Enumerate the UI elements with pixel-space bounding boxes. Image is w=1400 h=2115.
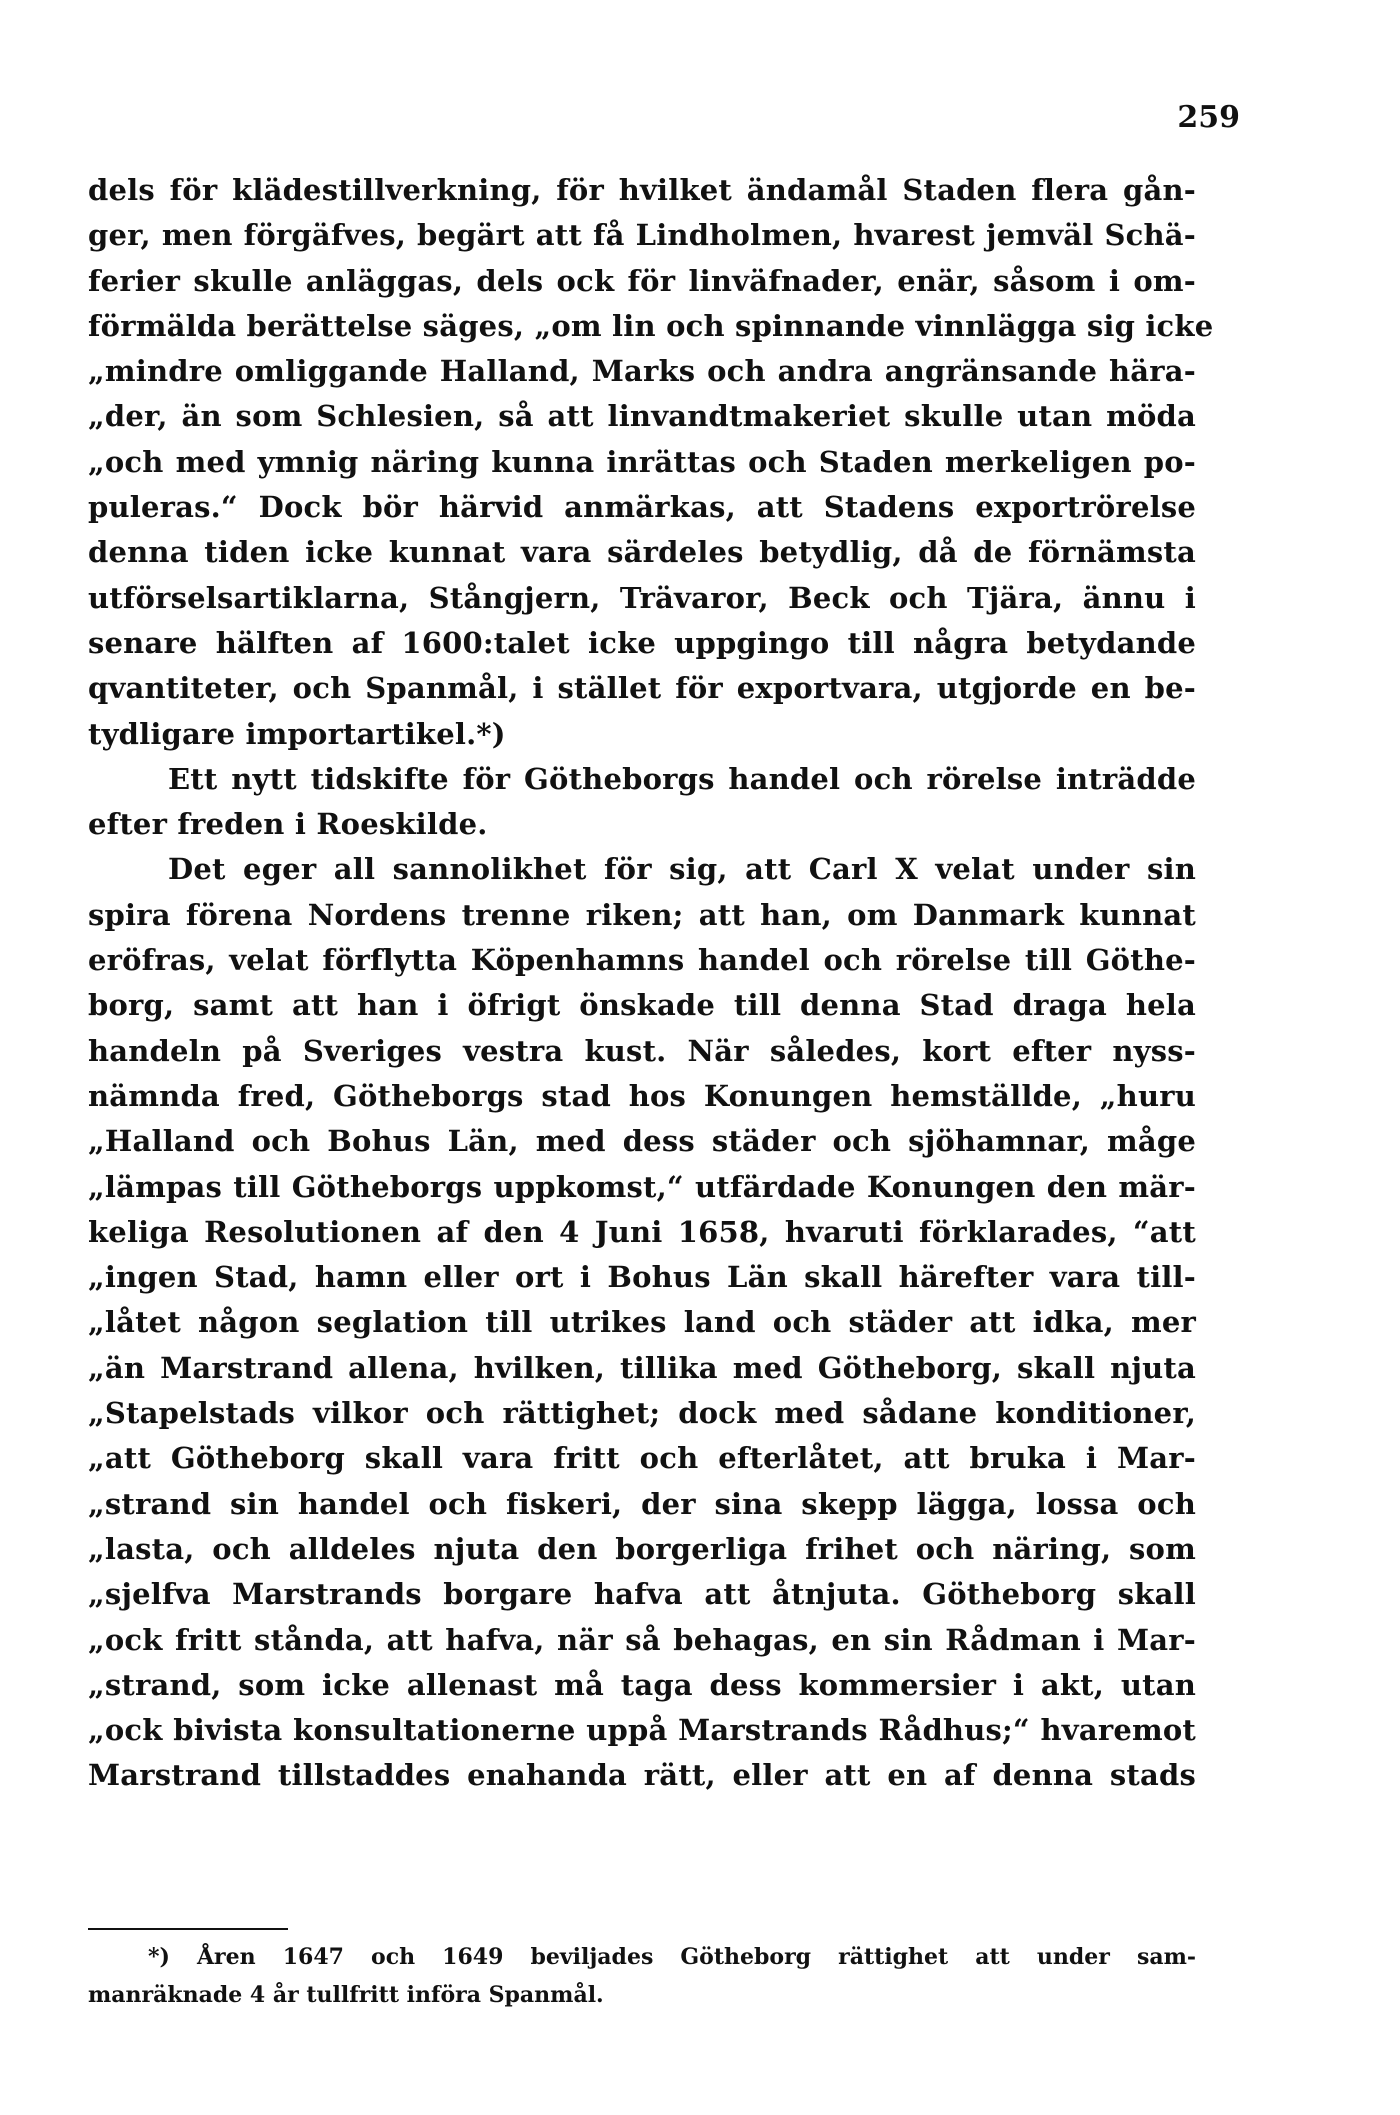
- text-line: „Halland och Bohus Län, med dess städer och sjöhamnar, måge: [88, 1124, 1196, 1159]
- footnote-line: *) Åren 1647 och 1649 beviljades Götheborg rättighet att under sam-: [148, 1944, 1196, 1970]
- text-line: qvantiteter, och Spanmål, i stället för exportvara, utgjorde en be-: [88, 671, 1196, 706]
- text-line: puleras.“ Dock bör härvid anmärkas, att Stadens exportrörelse: [88, 490, 1196, 525]
- text-line: ger, men förgäfves, begärt att få Lindholmen, hvarest jemväl Schä-: [88, 218, 1196, 253]
- text-line: „lasta, och alldeles njuta den borgerliga frihet och näring, som: [88, 1531, 1196, 1566]
- text-line: „Stapelstads vilkor och rättighet; dock med sådane konditioner,: [88, 1396, 1196, 1431]
- text-line: nämnda fred, Götheborgs stad hos Konungen hemställde, „huru: [88, 1078, 1196, 1113]
- text-line: „der, än som Schlesien, så att linvandtmakeriet skulle utan möda: [88, 399, 1196, 434]
- text-line: Det eger all sannolikhet för sig, att Carl X velat under sin: [168, 852, 1196, 887]
- text-line: senare hälften af 1600:talet icke uppgingo till några betydande: [88, 625, 1196, 660]
- text-line: „lämpas till Götheborgs uppkomst,“ utfärdade Konungen den mär-: [88, 1169, 1196, 1204]
- text-line: Marstrand tillstaddes enahanda rätt, eller att en af denna stads: [88, 1758, 1196, 1793]
- text-line: „låtet någon seglation till utrikes land och städer att idka, mer: [88, 1305, 1196, 1340]
- text-line: „ock fritt stånda, att hafva, när så behagas, en sin Rådman i Mar-: [88, 1622, 1196, 1657]
- text-line: eröfras, velat förflytta Köpenhamns handel och rörelse till Göthe-: [88, 943, 1196, 978]
- footnote-line: manräknade 4 år tullfritt införa Spanmål.: [88, 1982, 604, 2008]
- text-line: förmälda berättelse säges, „om lin och spinnande vinnlägga sig icke: [88, 308, 1214, 343]
- text-line: spira förena Nordens trenne riken; att han, om Danmark kunnat: [88, 897, 1196, 932]
- text-line: ferier skulle anläggas, dels ock för linväfnader, enär, såsom i om-: [88, 263, 1196, 298]
- footnote-divider: [88, 1928, 288, 1930]
- text-line: „ingen Stad, hamn eller ort i Bohus Län skall härefter vara till-: [88, 1260, 1196, 1295]
- text-line: utförselsartiklarna, Stångjern, Trävaror, Beck och Tjära, ännu i: [88, 580, 1196, 615]
- text-line: borg, samt att han i öfrigt önskade till denna Stad draga hela: [88, 988, 1196, 1023]
- text-line: efter freden i Roeskilde.: [88, 807, 488, 842]
- text-line: keliga Resolutionen af den 4 Juni 1658, hvaruti förklarades, “att: [88, 1214, 1196, 1249]
- text-line: Ett nytt tidskifte för Götheborgs handel och rörelse inträdde: [168, 761, 1196, 796]
- page-number: 259: [1177, 100, 1240, 135]
- body-text: [88, 168, 1214, 1799]
- text-line: handeln på Sveriges vestra kust. När således, kort efter nyss-: [88, 1033, 1196, 1068]
- footnotes: [88, 1938, 1196, 2014]
- text-line: tydligare importartikel.*): [88, 716, 506, 751]
- text-line: „strand, som icke allenast må taga dess kommersier i akt, utan: [88, 1667, 1196, 1702]
- text-line: „att Götheborg skall vara fritt och efterlåtet, att bruka i Mar-: [88, 1441, 1196, 1476]
- text-line: „mindre omliggande Halland, Marks och andra angränsande härа-: [88, 354, 1196, 389]
- text-line: denna tiden icke kunnat vara särdeles betydlig, då de förnämsta: [88, 535, 1196, 570]
- text-line: dels för klädestillverkning, för hvilket ändamål Staden flera gån-: [88, 173, 1196, 207]
- text-line: „sjelfva Marstrands borgare hafva att åtnjuta. Götheborg skall: [88, 1577, 1196, 1612]
- text-line: „strand sin handel och fiskeri, der sina skepp lägga, lossa och: [88, 1486, 1196, 1521]
- text-line: „än Marstrand allena, hvilken, tillika med Götheborg, skall njuta: [88, 1350, 1196, 1385]
- text-line: „ock bivista konsultationerne uppå Marstrands Rådhus;“ hvaremot: [88, 1713, 1196, 1748]
- text-line: „och med ymnig näring kunna inrättas och Staden merkeligen po-: [88, 444, 1196, 479]
